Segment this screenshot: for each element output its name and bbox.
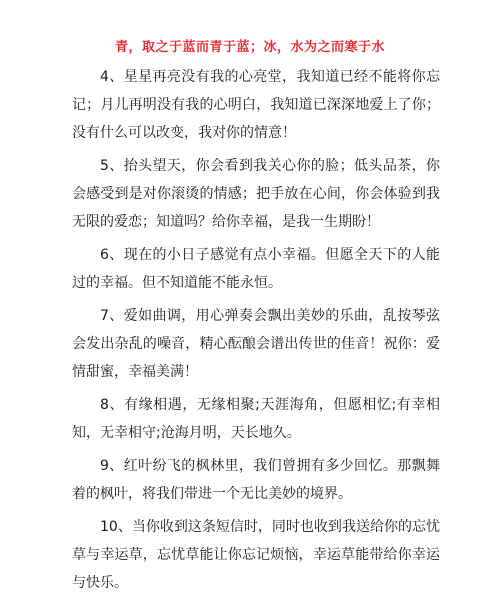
- paragraph-10: 10、当你收到这条短信时，同时也收到我送给你的忘忧草与幸运草，忘忧草能让你忘记烦恼，幸运草能带给你幸运与快乐。: [72, 519, 440, 591]
- paragraph-7: 7、爱如曲调，用心弹奏会飘出美妙的乐曲，乱按琴弦会发出杂乱的噪音，精心酝酿会谱出传世的佳音！祝你：爱情甜蜜，幸福美满！: [72, 308, 440, 380]
- paragraph-6: 6、现在的小日子感觉有点小幸福。但愿全天下的人能过的幸福。但不知道能不能永恒。: [72, 247, 440, 291]
- paragraph-4: 4、星星再亮没有我的心亮堂，我知道已经不能将你忘记；月儿再明没有我的心明白，我知道已深深地爱上了你；没有什么可以改变，我对你的情意！: [72, 69, 440, 141]
- paragraph-9: 9、红叶纷飞的枫林里，我们曾拥有多少回忆。那飘舞着的枫叶，将我们带进一个无比美妙的境界。: [72, 458, 440, 502]
- paragraph-8: 8、有缘相遇，无缘相聚;天涯海角，但愿相忆;有幸相知，无幸相守;沧海月明，天长地久。: [72, 397, 440, 441]
- page-header: 青，取之于蓝而青于蓝；冰，水为之而寒于水: [114, 40, 385, 55]
- paragraph-5: 5、抬头望天，你会看到我关心你的脸；低头品茶，你会感受到是对你滚烫的情感；把手放在心间，你会体验到我无限的爱恋；知道吗？给你幸福，是我一生期盼！: [72, 158, 440, 230]
- document-body: [72, 63, 440, 602]
